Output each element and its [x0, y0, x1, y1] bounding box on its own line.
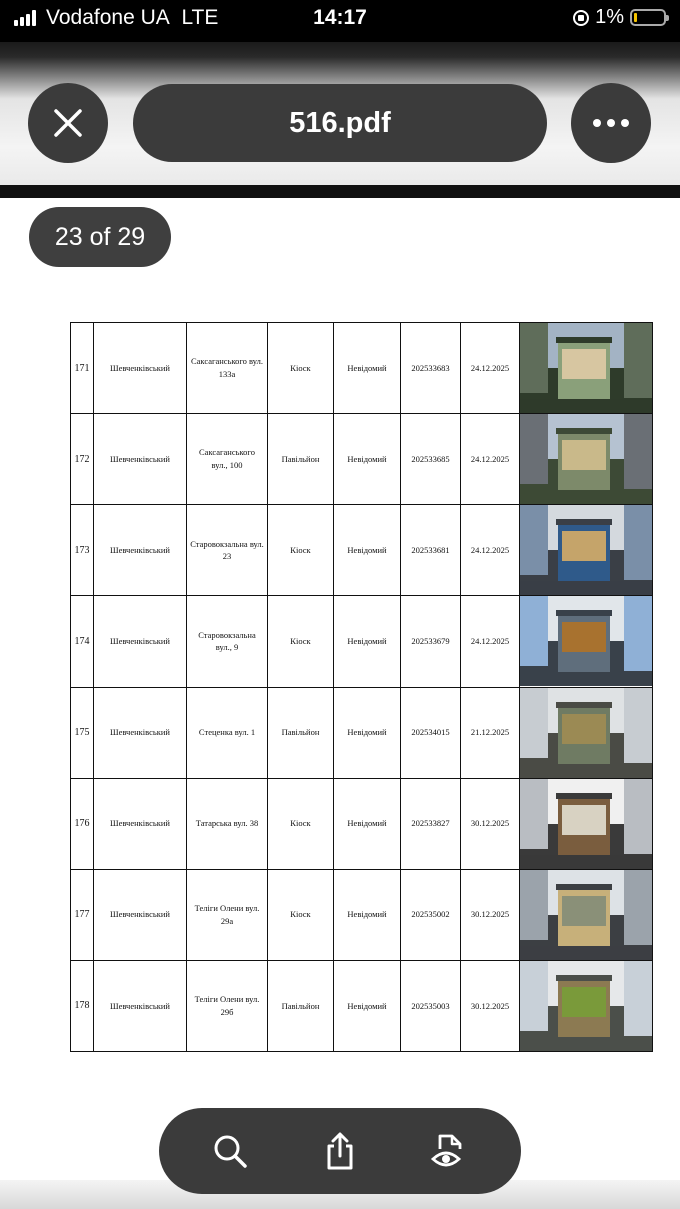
view-button[interactable] [420, 1121, 480, 1181]
status-right [573, 6, 666, 29]
document-title[interactable]: 516.pdf [133, 84, 547, 162]
table-row [71, 414, 653, 505]
district-cell: Шевченківський [94, 687, 187, 778]
row-number: 178 [71, 960, 94, 1051]
owner-cell: Невідомий [334, 323, 401, 414]
object-type-cell: Кіоск [268, 869, 334, 960]
kiosk-photo [520, 779, 652, 869]
record-code-cell: 202535002 [401, 869, 461, 960]
address-cell: Старовокзальна вул. 23 [187, 505, 268, 596]
kiosk-photo [520, 688, 652, 778]
search-button[interactable] [200, 1121, 260, 1181]
object-type-cell: Павільйон [268, 960, 334, 1051]
object-type-cell: Кіоск [268, 505, 334, 596]
owner-cell: Невідомий [334, 687, 401, 778]
row-number: 177 [71, 869, 94, 960]
record-code-cell: 202533827 [401, 778, 461, 869]
network-type: LTE [181, 6, 219, 29]
battery-icon [630, 9, 666, 26]
date-cell: 21.12.2025 [461, 687, 520, 778]
date-cell: 24.12.2025 [461, 505, 520, 596]
owner-cell: Невідомий [334, 869, 401, 960]
page-indicator: 23 of 29 [29, 207, 171, 267]
date-cell: 24.12.2025 [461, 414, 520, 505]
row-number: 176 [71, 778, 94, 869]
date-cell: 30.12.2025 [461, 778, 520, 869]
kiosk-photo [520, 323, 652, 413]
table-row [71, 323, 653, 414]
row-number: 174 [71, 596, 94, 687]
record-code-cell: 202534015 [401, 687, 461, 778]
kiosk-photo [520, 505, 652, 595]
row-number: 173 [71, 505, 94, 596]
district-cell: Шевченківський [94, 869, 187, 960]
ellipsis-icon [593, 119, 629, 127]
owner-cell: Невідомий [334, 414, 401, 505]
share-button[interactable] [310, 1121, 370, 1181]
address-cell: Саксаганського вул., 100 [187, 414, 268, 505]
photo-cell [520, 596, 653, 687]
district-cell: Шевченківський [94, 596, 187, 687]
object-type-cell: Кіоск [268, 778, 334, 869]
row-number: 172 [71, 414, 94, 505]
carrier-name: Vodafone UA [46, 6, 170, 29]
object-type-cell: Кіоск [268, 596, 334, 687]
address-cell: Теліги Олени вул. 29а [187, 869, 268, 960]
status-bar [0, 0, 680, 42]
table-body [71, 323, 653, 1052]
address-cell: Стеценка вул. 1 [187, 687, 268, 778]
photo-cell [520, 505, 653, 596]
photo-cell [520, 869, 653, 960]
photo-cell [520, 778, 653, 869]
address-cell: Старовокзальна вул., 9 [187, 596, 268, 687]
record-code-cell: 202535003 [401, 960, 461, 1051]
table-row [71, 869, 653, 960]
clock: 14:17 [313, 6, 367, 29]
photo-cell [520, 414, 653, 505]
photo-cell [520, 323, 653, 414]
district-cell: Шевченківський [94, 778, 187, 869]
toolbar-divider [0, 185, 680, 198]
document-table [70, 322, 653, 1052]
owner-cell: Невідомий [334, 778, 401, 869]
record-code-cell: 202533681 [401, 505, 461, 596]
close-button[interactable] [28, 83, 108, 163]
table-row [71, 505, 653, 596]
table-row [71, 778, 653, 869]
address-cell: Татарська вул. 38 [187, 778, 268, 869]
owner-cell: Невідомий [334, 505, 401, 596]
district-cell: Шевченківський [94, 960, 187, 1051]
bottom-toolbar [159, 1108, 521, 1194]
date-cell: 24.12.2025 [461, 323, 520, 414]
row-number: 171 [71, 323, 94, 414]
photo-cell [520, 960, 653, 1051]
photo-cell [520, 687, 653, 778]
owner-cell: Невідомий [334, 596, 401, 687]
kiosk-photo [520, 596, 652, 686]
date-cell: 24.12.2025 [461, 596, 520, 687]
kiosk-photo [520, 870, 652, 960]
date-cell: 30.12.2025 [461, 960, 520, 1051]
search-icon [210, 1131, 250, 1171]
table-row [71, 687, 653, 778]
record-code-cell: 202533683 [401, 323, 461, 414]
battery-percent: 1% [595, 6, 624, 28]
district-cell: Шевченківський [94, 414, 187, 505]
orientation-lock-icon [573, 10, 589, 26]
record-code-cell: 202533685 [401, 414, 461, 505]
kiosk-photo [520, 961, 652, 1051]
kiosk-photo [520, 414, 652, 504]
owner-cell: Невідомий [334, 960, 401, 1051]
district-cell: Шевченківський [94, 323, 187, 414]
address-cell: Саксаганського вул. 133а [187, 323, 268, 414]
close-icon [51, 106, 85, 140]
date-cell: 30.12.2025 [461, 869, 520, 960]
object-type-cell: Павільйон [268, 687, 334, 778]
share-icon [320, 1131, 360, 1171]
row-number: 175 [71, 687, 94, 778]
object-type-cell: Павільйон [268, 414, 334, 505]
table-row [71, 596, 653, 687]
table-row [71, 960, 653, 1051]
more-button[interactable] [571, 83, 651, 163]
record-code-cell: 202533679 [401, 596, 461, 687]
document-view-icon [430, 1131, 470, 1171]
object-type-cell: Кіоск [268, 323, 334, 414]
address-cell: Теліги Олени вул. 29б [187, 960, 268, 1051]
district-cell: Шевченківський [94, 505, 187, 596]
